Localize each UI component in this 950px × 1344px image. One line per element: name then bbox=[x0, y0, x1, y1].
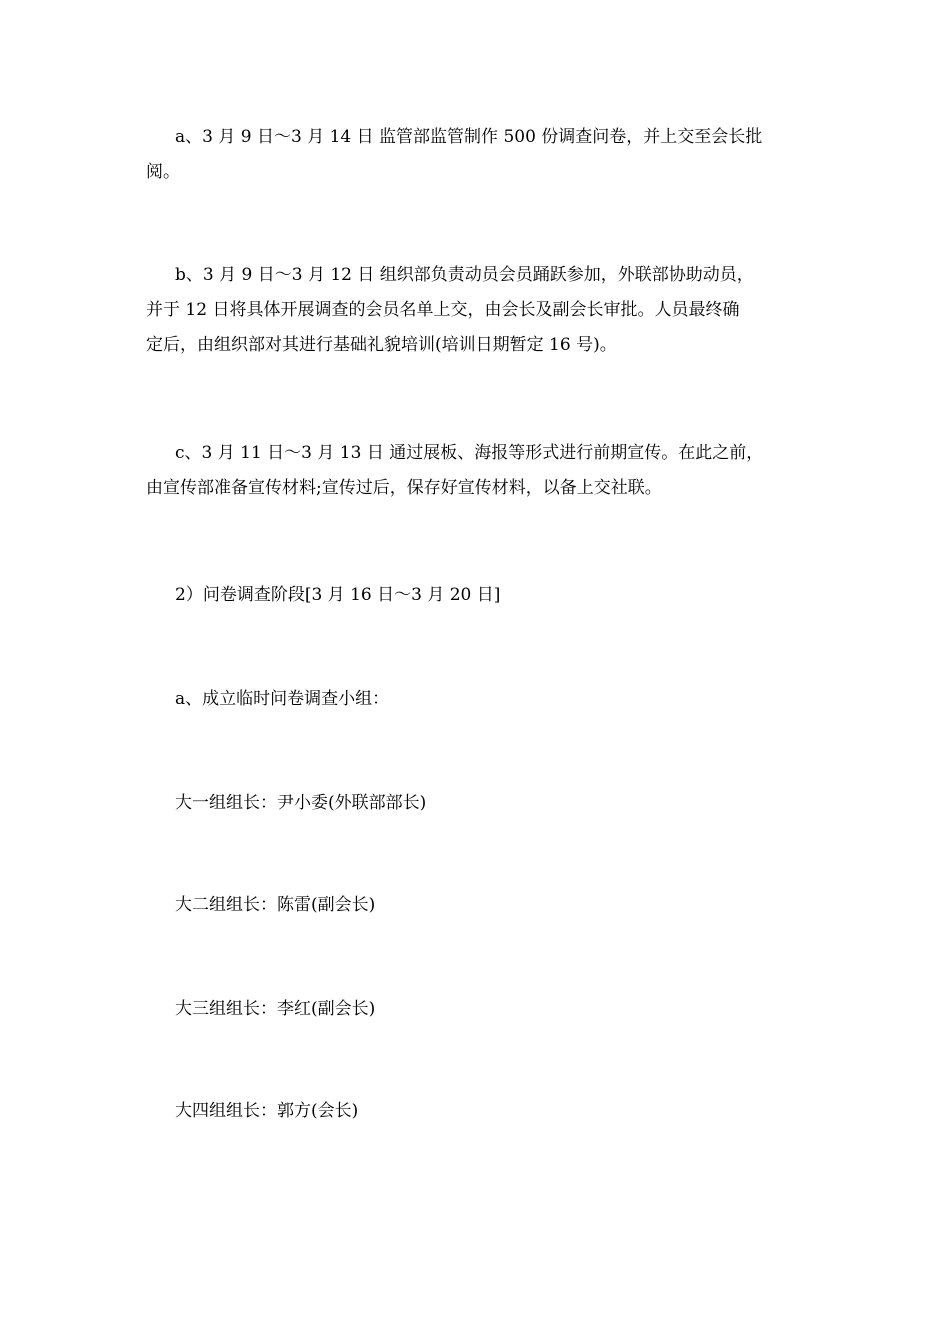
paragraph-line: 由宣传部准备宣传材料;宣传过后，保存好宣传材料，以备上交社联。 bbox=[146, 478, 662, 498]
section-heading-survey-stage bbox=[146, 578, 806, 613]
paragraph-line: 并于 12 日将具体开展调查的会员名单上交，由会长及副会长审批。人员最终确 bbox=[146, 300, 740, 320]
group-leader-junior bbox=[146, 992, 806, 1027]
paragraph-line: 定后，由组织部对其进行基础礼貌培训(培训日期暂定 16 号)。 bbox=[146, 335, 617, 355]
paragraph-line: c、3 月 11 日～3 月 13 日 通过展板、海报等形式进行前期宣传。在此之前， bbox=[175, 443, 764, 463]
paragraph-line: a、3 月 9 日～3 月 14 日 监管部监管制作 500 份调查问卷，并上交至会长批 bbox=[175, 127, 763, 147]
group-leader-sophomore bbox=[146, 888, 806, 923]
group-leader-line: 大四组组长：郭方(会长) bbox=[175, 1101, 359, 1121]
section-heading-line: 2）问卷调查阶段[3 月 16 日～3 月 20 日] bbox=[175, 585, 501, 605]
paragraph-survey-prep bbox=[146, 120, 806, 190]
paragraph-mobilization bbox=[146, 258, 806, 363]
paragraph-line: 阅。 bbox=[146, 162, 180, 182]
paragraph-publicity bbox=[146, 436, 806, 506]
group-leader-line: 大二组组长：陈雷(副会长) bbox=[175, 895, 376, 915]
group-leader-senior bbox=[146, 1094, 806, 1129]
group-leader-freshman bbox=[146, 786, 806, 821]
paragraph-temp-group bbox=[146, 682, 806, 717]
paragraph-line: a、成立临时问卷调查小组： bbox=[175, 689, 390, 709]
group-leader-line: 大一组组长：尹小委(外联部部长) bbox=[175, 793, 427, 813]
group-leader-line: 大三组组长：李红(副会长) bbox=[175, 999, 376, 1019]
paragraph-line: b、3 月 9 日～3 月 12 日 组织部负责动员会员踊跃参加，外联部协助动员， bbox=[175, 265, 754, 285]
